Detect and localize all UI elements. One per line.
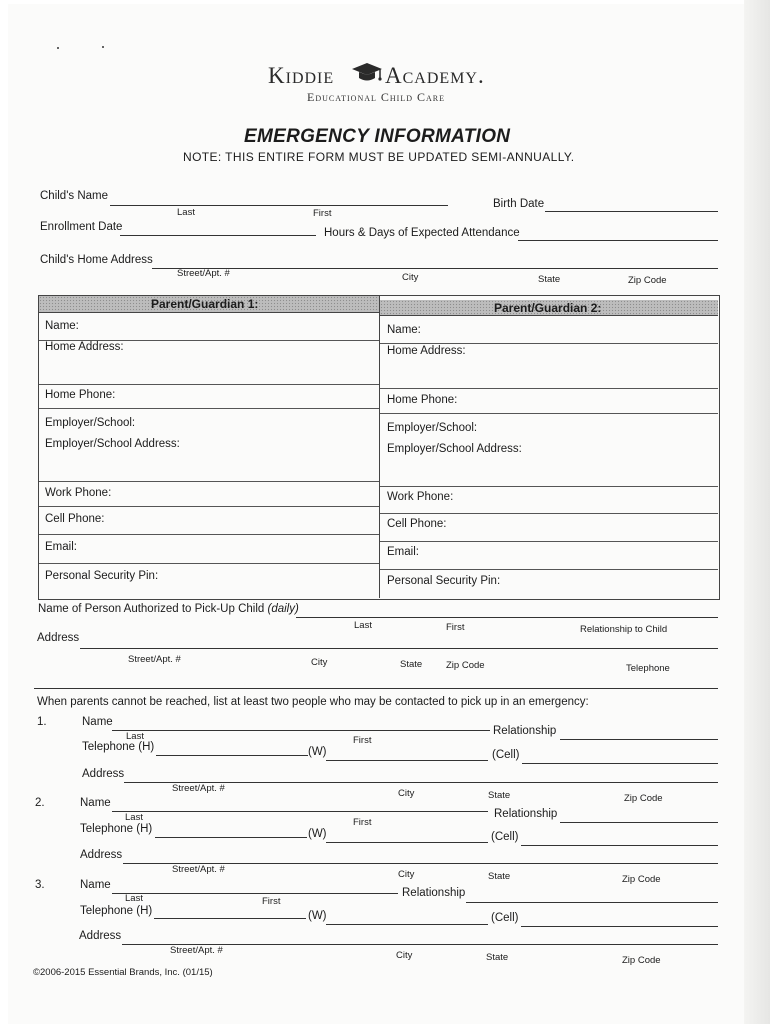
g1-employer-field[interactable]: Employer/School: [45,417,136,429]
g1-pin-field[interactable]: Personal Security Pin: [45,570,159,582]
guardian1-header-label: Parent/Guardian 1: [151,297,259,311]
contact1-last-caption: Last [126,731,144,742]
g2-name-field[interactable]: Name: [387,324,421,336]
contact2-address-label: Address [80,849,123,861]
g2-pin-field[interactable]: Personal Security Pin: [387,575,501,587]
pickup-last-caption: Last [354,620,372,631]
form-note: NOTE: THIS ENTIRE FORM MUST BE UPDATED SEMI-ANNUALLY. [183,150,575,164]
guardian2-header [380,300,718,316]
pickup-first-caption: First [446,622,465,633]
g1-cell-phone-field[interactable]: Cell Phone: [45,513,105,525]
contact2-cell-label: (Cell) [491,831,519,843]
contact3-zip-caption: Zip Code [622,955,661,966]
guardian2-header-label: Parent/Guardian 2: [494,301,602,315]
contact3-street-caption: Street/Apt. # [170,945,223,956]
contact3-relationship-field[interactable] [466,902,718,903]
pickup-zip-caption: Zip Code [446,660,485,671]
zip-caption: Zip Code [628,275,667,286]
contact2-state-caption: State [488,871,511,882]
contact2-city-caption: City [398,869,415,880]
contact2-relationship-field[interactable] [560,822,718,823]
pickup-state-caption: State [400,659,423,670]
pickup-relationship-caption: Relationship to Child [580,624,668,635]
contact3-city-caption: City [396,950,413,961]
contact3-number: 3. [35,879,45,891]
contact2-relationship-label: Relationship [494,808,558,820]
hours-days-label: Hours & Days of Expected Attendance [324,227,520,239]
childs-name-label: Child's Name [40,190,109,202]
contact1-telephone-h-label: Telephone (H) [82,741,155,753]
contact1-name-label: Name [82,716,113,728]
graduation-cap-icon [350,62,384,86]
contact2-street-caption: Street/Apt. # [172,864,225,875]
pickup-address-label: Address [37,632,80,644]
street-caption: Street/Apt. # [177,268,230,279]
contact3-address-label: Address [79,930,122,942]
contact1-relationship-label: Relationship [493,725,557,737]
contact1-city-caption: City [398,788,415,799]
g1-employer-address-field[interactable]: Employer/School Address: [45,438,180,450]
logo-text-left: Kiddie [268,63,335,88]
g2-home-phone-field[interactable]: Home Phone: [387,394,458,406]
g1-email-field[interactable]: Email: [45,541,77,553]
contact3-last-caption: Last [125,893,143,904]
g2-employer-field[interactable]: Employer/School: [387,422,478,434]
contact3-relationship-label: Relationship [402,887,466,899]
contact1-telephone-h-field[interactable] [156,755,308,756]
contact3-work-field[interactable] [326,924,488,925]
contact3-name-field[interactable] [112,893,398,894]
authorized-pickup-label: Name of Person Authorized to Pick-Up Child (daily) [38,603,299,615]
contact2-first-caption: First [353,817,372,828]
contact1-name-field[interactable] [112,730,490,731]
pickup-address-field[interactable] [80,648,718,649]
enrollment-date-field[interactable] [120,235,316,236]
logo-tagline: Educational Child Care [307,90,445,104]
contact2-work-field[interactable] [326,842,488,843]
birth-date-field[interactable] [545,211,718,212]
childs-name-field[interactable] [110,205,448,206]
contact1-zip-caption: Zip Code [624,793,663,804]
contact3-first-caption: First [262,896,281,907]
contact1-first-caption: First [353,735,372,746]
contact2-telephone-h-label: Telephone (H) [80,823,153,835]
section-divider [34,688,718,689]
scan-speck [102,46,104,48]
contact3-cell-label: (Cell) [491,912,519,924]
contact3-state-caption: State [486,952,509,963]
contact3-cell-field[interactable] [521,926,718,927]
g2-employer-address-field[interactable]: Employer/School Address: [387,443,522,455]
contact2-name-field[interactable] [112,811,488,812]
emergency-intro: When parents cannot be reached, list at least two people who may be contacted to pick up in an emergency: [37,696,589,708]
g1-home-address-field[interactable]: Home Address: [45,341,124,353]
contact1-cell-label: (Cell) [492,749,520,761]
contact1-relationship-field[interactable] [560,739,718,740]
hours-days-field[interactable] [518,240,718,241]
birth-date-label: Birth Date [493,198,545,210]
contact1-work-field[interactable] [326,760,488,761]
authorized-pickup-field[interactable] [296,617,718,618]
contact1-number: 1. [37,716,47,728]
contact3-name-label: Name [80,879,111,891]
contact3-work-label: (W) [308,910,327,922]
g1-home-phone-field[interactable]: Home Phone: [45,389,116,401]
scan-speck [57,47,59,49]
contact2-telephone-h-field[interactable] [155,837,307,838]
city-caption: City [402,272,419,283]
daily-note: (daily) [267,603,299,615]
contact2-cell-field[interactable] [521,845,718,846]
childs-name-first-caption: First [313,208,332,219]
page-edge-shadow [744,0,770,1024]
contact2-work-label: (W) [308,828,327,840]
childs-name-last-caption: Last [177,207,195,218]
contact3-telephone-h-field[interactable] [154,918,306,919]
contact1-state-caption: State [488,790,511,801]
g1-work-phone-field[interactable]: Work Phone: [45,487,112,499]
copyright-footer: ©2006-2015 Essential Brands, Inc. (01/15) [33,967,213,978]
childs-home-address-label: Child's Home Address [40,254,153,266]
contact2-zip-caption: Zip Code [622,874,661,885]
g2-home-address-field[interactable]: Home Address: [387,345,466,357]
state-caption: State [538,274,561,285]
pickup-telephone-caption: Telephone [626,663,670,674]
childs-home-address-field[interactable] [152,268,718,269]
logo-text-right: Academy. [385,63,485,88]
g2-email-field[interactable]: Email: [387,546,419,558]
guardian-column-divider [379,296,380,598]
guardian1-header [39,296,379,313]
contact3-telephone-h-label: Telephone (H) [80,905,153,917]
g2-work-phone-field[interactable]: Work Phone: [387,491,454,503]
g2-cell-phone-field[interactable]: Cell Phone: [387,518,447,530]
g1-name-field[interactable]: Name: [45,320,79,332]
contact1-street-caption: Street/Apt. # [172,783,225,794]
contact2-last-caption: Last [125,812,143,823]
pickup-city-caption: City [311,657,328,668]
contact1-address-label: Address [82,768,125,780]
contact1-work-label: (W) [308,746,327,758]
enrollment-date-label: Enrollment Date [40,221,123,233]
form-title: EMERGENCY INFORMATION [244,126,511,147]
pickup-street-caption: Street/Apt. # [128,654,181,665]
contact2-name-label: Name [80,797,111,809]
contact2-number: 2. [35,797,45,809]
contact1-cell-field[interactable] [522,763,718,764]
